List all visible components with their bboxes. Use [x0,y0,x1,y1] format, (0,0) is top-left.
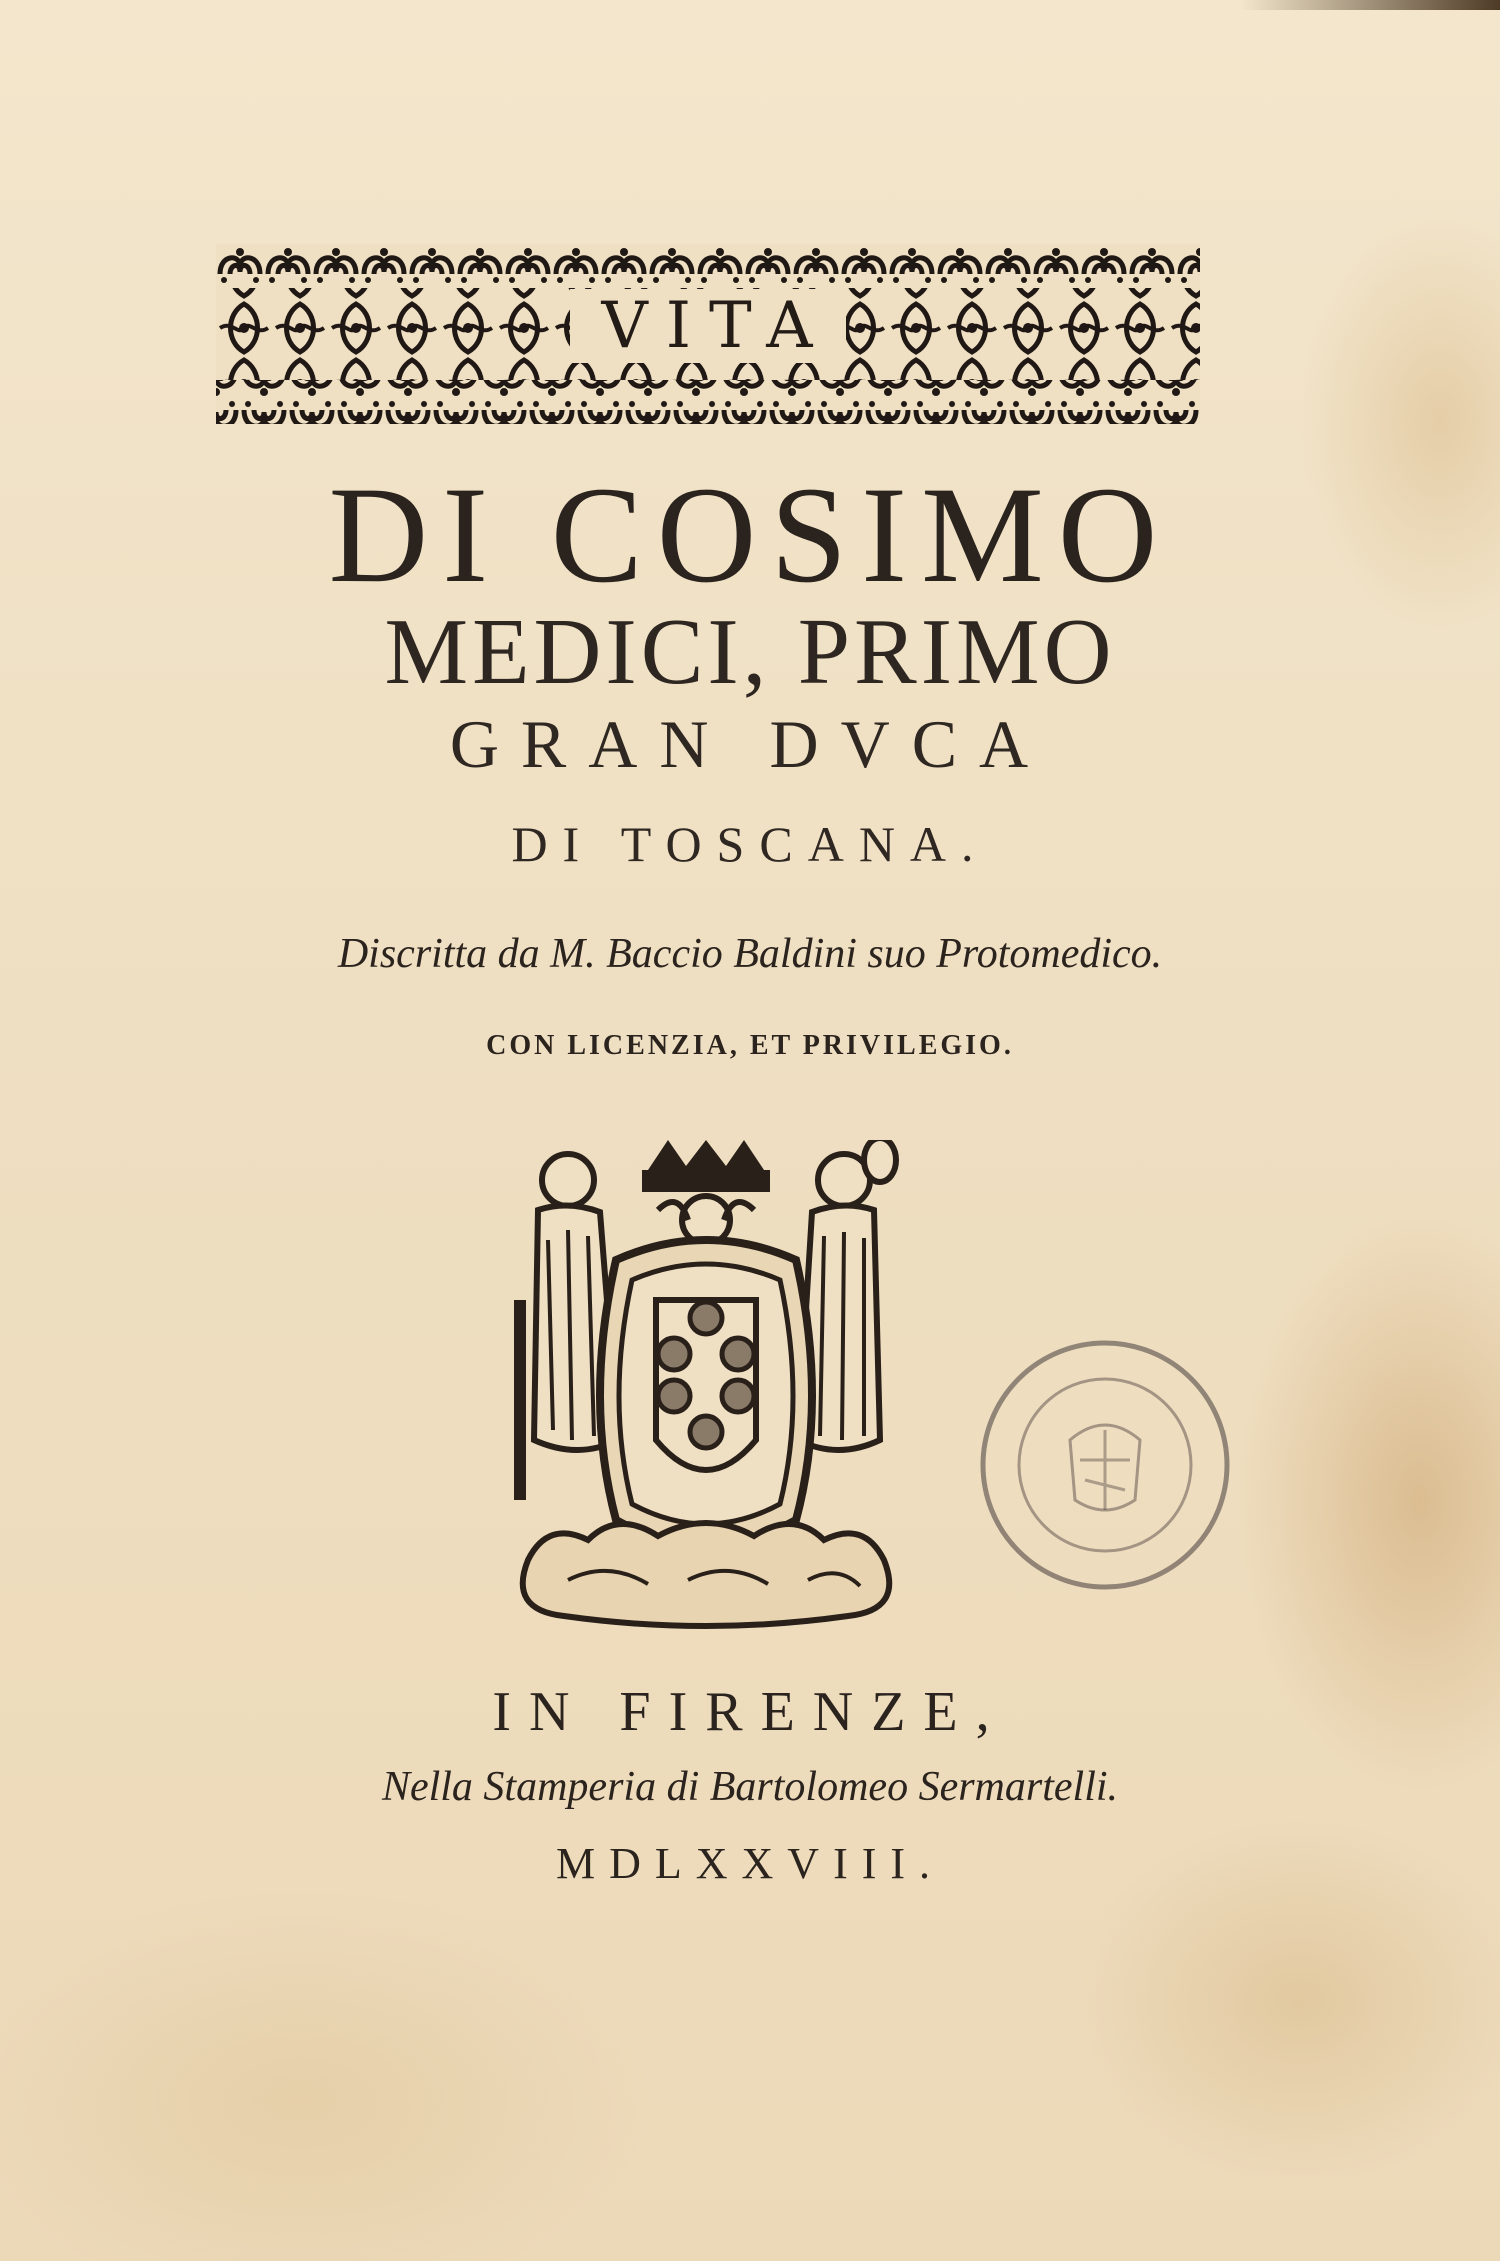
printer-line: Nella Stamperia di Bartolomeo Sermartelli. [381,1764,1119,1810]
band-title: VITA [570,289,847,363]
title-line-3: GRAN DVCA [449,706,1051,782]
author-line: Discritta da M. Baccio Baldini suo Protomedico. [337,931,1163,977]
medici-arms-icon [508,1140,904,1630]
library-stamp-icon [970,1330,1240,1600]
license-line: CON LICENZIA, ET PRIVILEGIO. [486,1030,1014,1061]
stamp-text [0,0,270,270]
title-line-4: DI TOSCANA. [511,816,989,872]
title-line-1: DI COSIMO [328,458,1172,611]
year-line: MDLXXVIII. [555,1839,945,1888]
dark-edge [1240,0,1500,10]
place-line: IN FIRENZE, [492,1681,1008,1743]
title-line-2: MEDICI, PRIMO [384,600,1116,704]
ornament-band [216,244,1200,424]
